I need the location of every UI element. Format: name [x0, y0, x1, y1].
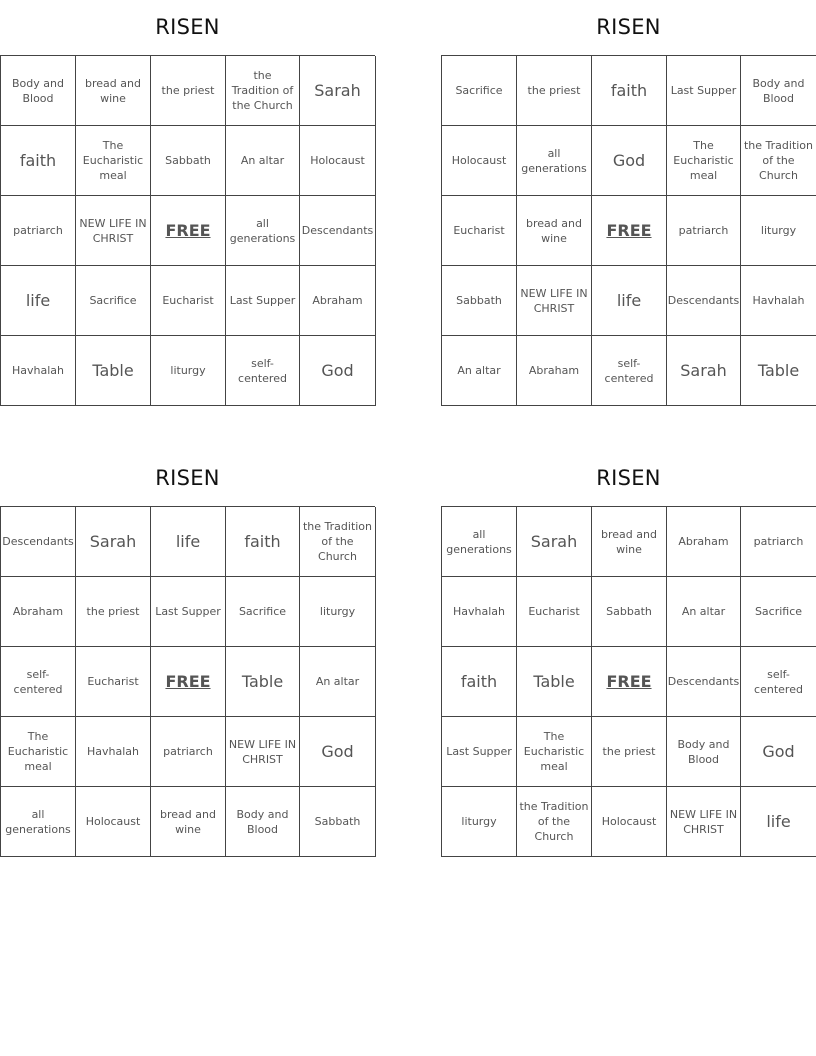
- bingo-cell: Havhalah: [442, 577, 517, 647]
- bingo-cell: The Eucharistic meal: [1, 717, 76, 787]
- bingo-cell: Body and Blood: [1, 56, 76, 126]
- bingo-cell: Table: [76, 336, 151, 406]
- bingo-cell: faith: [592, 56, 667, 126]
- bingo-cell: Sarah: [300, 56, 376, 126]
- bingo-cell: the priest: [151, 56, 226, 126]
- bingo-cell: NEW LIFE IN CHRIST: [226, 717, 300, 787]
- free-space: FREE: [151, 196, 226, 266]
- bingo-cell: the Tradition of the Church: [517, 787, 592, 857]
- bingo-cell: the priest: [592, 717, 667, 787]
- bingo-cell: The Eucharistic meal: [517, 717, 592, 787]
- bingo-card: [0, 451, 375, 857]
- bingo-cell: Body and Blood: [667, 717, 741, 787]
- bingo-cell: life: [741, 787, 816, 857]
- bingo-cell: liturgy: [300, 577, 376, 647]
- bingo-card: [441, 451, 816, 857]
- bingo-cell: Sabbath: [442, 266, 517, 336]
- bingo-cell: the priest: [76, 577, 151, 647]
- bingo-cell: self-centered: [1, 647, 76, 717]
- bingo-cell: Eucharist: [151, 266, 226, 336]
- bingo-cell: Table: [226, 647, 300, 717]
- bingo-cell: self-centered: [226, 336, 300, 406]
- bingo-cell: bread and wine: [517, 196, 592, 266]
- bingo-cell: NEW LIFE IN CHRIST: [76, 196, 151, 266]
- bingo-cell: self-centered: [741, 647, 816, 717]
- bingo-cell: Havhalah: [76, 717, 151, 787]
- free-space: FREE: [592, 196, 667, 266]
- bingo-cell: patriarch: [151, 717, 226, 787]
- card-title: RISEN: [155, 15, 220, 39]
- bingo-grid: [441, 55, 816, 406]
- bingo-cell: The Eucharistic meal: [76, 126, 151, 196]
- bingo-cell: Eucharist: [76, 647, 151, 717]
- bingo-cell: God: [741, 717, 816, 787]
- bingo-cell: Eucharist: [442, 196, 517, 266]
- card-title: RISEN: [155, 466, 220, 490]
- bingo-cell: Descendants: [667, 266, 741, 336]
- free-space: FREE: [592, 647, 667, 717]
- bingo-cell: Sarah: [76, 507, 151, 577]
- card-title: RISEN: [596, 15, 661, 39]
- bingo-cell: all generations: [442, 507, 517, 577]
- bingo-cell: patriarch: [1, 196, 76, 266]
- bingo-cell: faith: [442, 647, 517, 717]
- bingo-cell: Havhalah: [1, 336, 76, 406]
- bingo-cell: patriarch: [667, 196, 741, 266]
- bingo-cell: self-centered: [592, 336, 667, 406]
- bingo-cell: Body and Blood: [741, 56, 816, 126]
- bingo-card: [0, 0, 375, 406]
- bingo-cell: Eucharist: [517, 577, 592, 647]
- bingo-cell: An altar: [442, 336, 517, 406]
- bingo-cell: life: [1, 266, 76, 336]
- bingo-cell: Descendants: [1, 507, 76, 577]
- bingo-cell: liturgy: [741, 196, 816, 266]
- bingo-card: [441, 0, 816, 406]
- bingo-grid: [0, 506, 375, 857]
- bingo-cell: Holocaust: [76, 787, 151, 857]
- bingo-cell: God: [592, 126, 667, 196]
- bingo-cell: all generations: [517, 126, 592, 196]
- bingo-cell: all generations: [226, 196, 300, 266]
- bingo-cell: Sabbath: [151, 126, 226, 196]
- bingo-cell: God: [300, 336, 376, 406]
- bingo-cell: life: [592, 266, 667, 336]
- bingo-grid: [441, 506, 816, 857]
- bingo-cell: Table: [741, 336, 816, 406]
- bingo-cell: Abraham: [1, 577, 76, 647]
- bingo-cell: bread and wine: [592, 507, 667, 577]
- bingo-cell: faith: [226, 507, 300, 577]
- bingo-cell: Sabbath: [300, 787, 376, 857]
- bingo-cell: the priest: [517, 56, 592, 126]
- bingo-cell: NEW LIFE IN CHRIST: [517, 266, 592, 336]
- bingo-cell: Sacrifice: [741, 577, 816, 647]
- bingo-cell: Holocaust: [442, 126, 517, 196]
- bingo-cell: Last Supper: [151, 577, 226, 647]
- bingo-cell: Descendants: [667, 647, 741, 717]
- bingo-cell: Last Supper: [226, 266, 300, 336]
- bingo-cell: An altar: [667, 577, 741, 647]
- bingo-cell: Abraham: [300, 266, 376, 336]
- bingo-cell: life: [151, 507, 226, 577]
- bingo-cell: NEW LIFE IN CHRIST: [667, 787, 741, 857]
- bingo-cell: the Tradition of the Church: [300, 507, 376, 577]
- bingo-cell: Holocaust: [592, 787, 667, 857]
- bingo-grid: [0, 55, 375, 406]
- bingo-cell: Sarah: [667, 336, 741, 406]
- bingo-cell: Holocaust: [300, 126, 376, 196]
- bingo-cell: liturgy: [442, 787, 517, 857]
- bingo-cell: faith: [1, 126, 76, 196]
- bingo-cell: God: [300, 717, 376, 787]
- bingo-cell: Table: [517, 647, 592, 717]
- bingo-cell: The Eucharistic meal: [667, 126, 741, 196]
- bingo-cell: Descendants: [300, 196, 376, 266]
- card-title: RISEN: [596, 466, 661, 490]
- bingo-cell: Havhalah: [741, 266, 816, 336]
- bingo-cell: Abraham: [667, 507, 741, 577]
- bingo-cell: Sabbath: [592, 577, 667, 647]
- bingo-cell: Sarah: [517, 507, 592, 577]
- bingo-cell: Sacrifice: [442, 56, 517, 126]
- bingo-cell: Body and Blood: [226, 787, 300, 857]
- bingo-cell: Sacrifice: [226, 577, 300, 647]
- bingo-cell: An altar: [300, 647, 376, 717]
- bingo-cell: the Tradition of the Church: [741, 126, 816, 196]
- bingo-cell: liturgy: [151, 336, 226, 406]
- bingo-cell: Sacrifice: [76, 266, 151, 336]
- bingo-cell: Last Supper: [667, 56, 741, 126]
- bingo-cell: Last Supper: [442, 717, 517, 787]
- bingo-cell: Abraham: [517, 336, 592, 406]
- bingo-cell: bread and wine: [151, 787, 226, 857]
- bingo-cell: all generations: [1, 787, 76, 857]
- bingo-cell: the Tradition of the Church: [226, 56, 300, 126]
- free-space: FREE: [151, 647, 226, 717]
- bingo-cell: An altar: [226, 126, 300, 196]
- bingo-cell: bread and wine: [76, 56, 151, 126]
- bingo-cell: patriarch: [741, 507, 816, 577]
